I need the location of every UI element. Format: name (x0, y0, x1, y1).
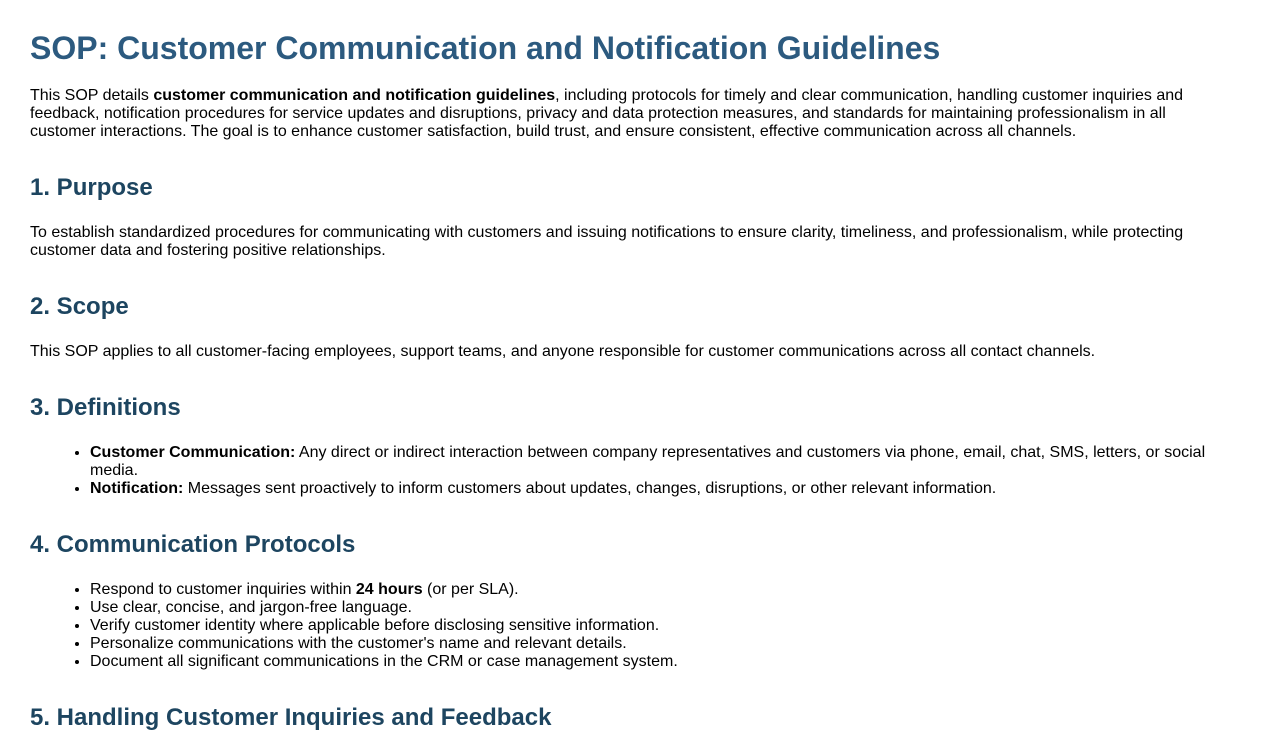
definition-term: Customer Communication: (90, 444, 296, 461)
purpose-text: To establish standardized procedures for communicating with customers and issuing notifications to ensure clarity, timeliness, and professionalism, while protecting customer data and fostering positive relationships. (30, 224, 1184, 259)
list-item: • Document all significant communications in the CRM or case management system. (90, 653, 1233, 671)
heading-scope: 2. Scope (30, 293, 129, 320)
list-item (90, 581, 1233, 599)
protocols-list (30, 581, 1233, 671)
intro-text-start: This SOP details (30, 87, 154, 104)
definition-text: Any direct or indirect interaction between company representatives and customers via phone, email, chat, SMS, letters, or social media. (90, 444, 1206, 479)
definition-item-customer-communication (90, 444, 1233, 480)
list-item-text: (or per SLA). (422, 581, 519, 598)
list-item: • Use clear, concise, and jargon-free language. (90, 599, 1233, 617)
scope-text: This SOP applies to all customer-facing employees, support teams, and anyone responsible for customer communications across all contact channels. (30, 343, 1096, 360)
intro-bold-phrase: customer communication and notification guidelines (153, 87, 556, 104)
definition-item-notification (90, 480, 1233, 498)
definitions-list (30, 444, 1233, 498)
list-item: • Personalize communications with the customer's name and relevant details. (90, 635, 1233, 653)
intro-text-end: , including protocols for timely and clear communication, handling customer inquiries and feedback, notification procedures for service updates and disruptions, privacy and data protection measures, and standards for maintaining professionalism in all customer interactions. The goal is to enhance customer satisfaction, build trust, and ensure consistent, effective communication across all channels. (30, 87, 1184, 140)
definition-text: Messages sent proactively to inform customers about updates, changes, disruptions, or other relevant information. (183, 480, 997, 497)
heading-handling-inquiries: 5. Handling Customer Inquiries and Feedback (30, 704, 552, 731)
intro-paragraph (30, 87, 1233, 141)
page-title: SOP: Customer Communication and Notification Guidelines (30, 30, 941, 66)
definition-term: Notification: (90, 480, 184, 497)
list-item-text: Respond to customer inquiries within (90, 581, 356, 598)
heading-communication-protocols: 4. Communication Protocols (30, 531, 356, 558)
heading-purpose: 1. Purpose (30, 174, 153, 201)
list-item: • Verify customer identity where applicable before disclosing sensitive information. (90, 617, 1233, 635)
list-item-bold: 24 hours (355, 581, 423, 598)
heading-definitions: 3. Definitions (30, 394, 181, 421)
